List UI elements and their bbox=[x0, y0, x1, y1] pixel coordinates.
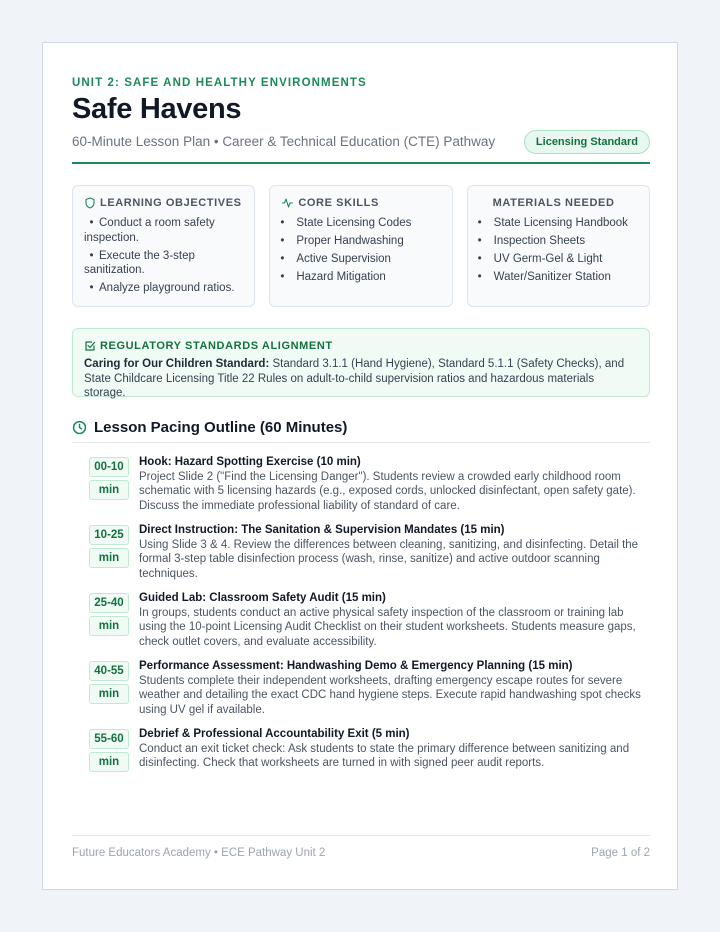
time-badge: 00-10 min bbox=[89, 457, 129, 513]
pacing-list bbox=[72, 455, 650, 775]
header-rule bbox=[72, 162, 650, 164]
pacing-item-title: Hook: Hazard Spotting Exercise (10 min) bbox=[139, 456, 361, 468]
list-item: • State Licensing Codes bbox=[280, 217, 412, 229]
pacing-item bbox=[72, 591, 650, 649]
pacing-item-desc: Conduct an exit ticket check: Ask students to state the primary difference between sanitizing and disinfecting. Check that worksheets are turned in with signed peer audit reports. bbox=[139, 742, 630, 769]
materials-needed-card bbox=[467, 185, 650, 307]
pacing-item bbox=[72, 455, 650, 513]
summary-cards bbox=[72, 185, 650, 307]
pacing-heading: Lesson Pacing Outline (60 Minutes) bbox=[94, 419, 348, 436]
regulatory-body: Caring for Our Children Standard: Standard 3.1.1 (Hand Hygiene), Standard 5.1.1 (Safety Checks), and State Childcare Licensing Title 22 Rules on adult-to-child supervision ratios and hazardous materials storage. bbox=[84, 358, 625, 399]
pulse-icon bbox=[281, 197, 294, 209]
page-footer bbox=[72, 835, 650, 859]
list-item: • Hazard Mitigation bbox=[280, 271, 386, 283]
pacing-item-title: Performance Assessment: Handwashing Demo & Emergency Planning (15 min) bbox=[139, 660, 573, 672]
page-title: Safe Havens bbox=[72, 93, 242, 125]
pacing-item-title: Guided Lab: Classroom Safety Audit (15 min) bbox=[139, 592, 386, 604]
pacing-item-desc: Project Slide 2 ("Find the Licensing Danger"). Students review a crowded early childhood room schematic with 5 licensing hazards (e.g., exposed cords, unlocked disinfectant, open safety gate). Discuss the immediate professional liability of standard of care. bbox=[139, 470, 636, 512]
time-badge: 40-55 min bbox=[89, 661, 129, 717]
list-item: • Inspection Sheets bbox=[477, 235, 586, 247]
checkbox-icon bbox=[84, 340, 96, 352]
shield-icon bbox=[84, 197, 96, 209]
pacing-item bbox=[72, 727, 650, 775]
list-item: • Analyze playground ratios. bbox=[89, 282, 235, 294]
pacing-item-desc: Using Slide 3 & 4. Review the differences between cleaning, sanitizing, and disinfecting. Detail the formal 3-step table disinfection process (wash, rinse, sanitize) and active outdoor scanning techniques. bbox=[139, 538, 639, 580]
list-item: • UV Germ-Gel & Light bbox=[477, 253, 603, 265]
core-skills-card bbox=[269, 185, 452, 307]
time-badge: 55-60 min bbox=[89, 729, 129, 775]
pacing-heading-row bbox=[72, 419, 650, 443]
list-item: • Execute the 3-step sanitization. bbox=[84, 249, 195, 276]
regulatory-heading: REGULATORY STANDARDS ALIGNMENT bbox=[100, 340, 333, 352]
lesson-plan-page bbox=[42, 42, 678, 890]
learning-objectives-card bbox=[72, 185, 255, 307]
learning-objectives-heading: LEARNING OBJECTIVES bbox=[100, 197, 242, 209]
page-subtitle: 60-Minute Lesson Plan • Career & Technical Education (CTE) Pathway bbox=[72, 134, 496, 149]
materials-needed-heading: MATERIALS NEEDED bbox=[492, 197, 615, 209]
list-item: • Conduct a room safety inspection. bbox=[84, 217, 215, 244]
core-skills-heading: CORE SKILLS bbox=[298, 197, 379, 209]
pacing-item bbox=[72, 659, 650, 717]
footer-left: Future Educators Academy • ECE Pathway Unit 2 bbox=[72, 847, 326, 859]
time-badge: 10-25 min bbox=[89, 525, 129, 581]
pacing-item-title: Direct Instruction: The Sanitation & Supervision Mandates (15 min) bbox=[139, 524, 505, 536]
time-badge: 25-40 min bbox=[89, 593, 129, 649]
list-item: • Active Supervision bbox=[280, 253, 391, 265]
pacing-item bbox=[72, 523, 650, 581]
unit-eyebrow: UNIT 2: SAFE AND HEALTHY ENVIRONMENTS bbox=[72, 77, 367, 89]
pacing-item-desc: Students complete their independent worksheets, drafting emergency escape routes for severe weather and detailing the exact CDC hand hygiene steps. Execute rapid handwashing spot checks using UV gel if available. bbox=[139, 674, 641, 716]
list-item: • State Licensing Handbook bbox=[477, 217, 628, 229]
regulatory-standards-box bbox=[72, 328, 650, 397]
pacing-item-title: Debrief & Professional Accountability Exit (5 min) bbox=[139, 728, 410, 740]
pacing-item-desc: In groups, students conduct an active physical safety inspection of the classroom or training lab using the 10-point Licensing Audit Checklist on their student worksheets. Students measure gaps, check outlet covers, and evaluate accessibility. bbox=[139, 606, 636, 648]
list-item: • Water/Sanitizer Station bbox=[477, 271, 611, 283]
licensing-badge: Licensing Standard bbox=[524, 130, 650, 154]
clock-icon bbox=[72, 420, 87, 435]
page-number: Page 1 of 2 bbox=[591, 847, 650, 859]
list-item: • Proper Handwashing bbox=[280, 235, 404, 247]
